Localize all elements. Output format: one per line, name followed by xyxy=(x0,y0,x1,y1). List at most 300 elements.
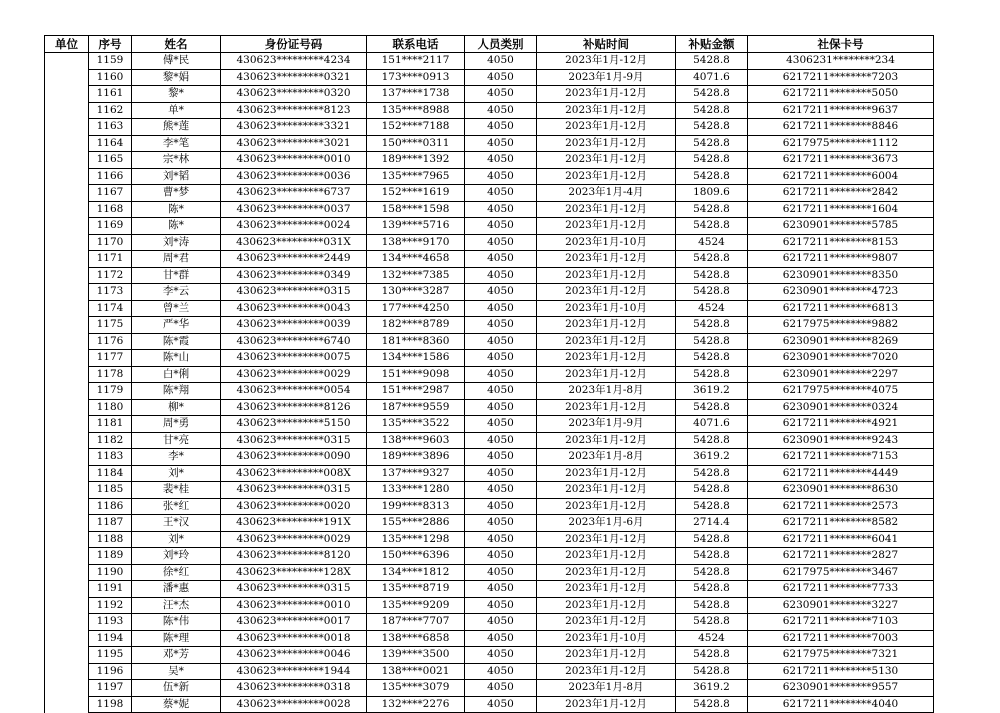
table-row xyxy=(45,102,934,119)
phone-cell: 189****1392 xyxy=(367,152,465,169)
amount-cell: 5428.8 xyxy=(676,647,748,664)
table-body xyxy=(45,53,934,713)
table-row xyxy=(45,317,934,334)
period-cell: 2023年1月-12月 xyxy=(537,696,676,713)
seq-cell: 1187 xyxy=(89,515,132,532)
amount-cell: 5428.8 xyxy=(676,366,748,383)
id-number-cell: 430623*********0315 xyxy=(221,432,367,449)
phone-cell: 138****9170 xyxy=(367,234,465,251)
name-cell: 刘*玲 xyxy=(132,548,221,565)
table-row xyxy=(45,680,934,697)
card-number-cell: 6217975********9882 xyxy=(748,317,934,334)
table-row xyxy=(45,482,934,499)
name-cell: 甘*群 xyxy=(132,267,221,284)
id-number-cell: 430623*********1944 xyxy=(221,663,367,680)
col-header-amount: 补贴金额 xyxy=(676,36,748,53)
id-number-cell: 430623*********0090 xyxy=(221,449,367,466)
period-cell: 2023年1月-12月 xyxy=(537,119,676,136)
id-number-cell: 430623*********128X xyxy=(221,564,367,581)
amount-cell: 5428.8 xyxy=(676,498,748,515)
phone-cell: 130****3287 xyxy=(367,284,465,301)
id-number-cell: 430623*********0320 xyxy=(221,86,367,103)
phone-cell: 135****8719 xyxy=(367,581,465,598)
category-cell: 4050 xyxy=(465,86,537,103)
table-row xyxy=(45,168,934,185)
seq-cell: 1171 xyxy=(89,251,132,268)
id-number-cell: 430623*********0036 xyxy=(221,168,367,185)
table-row xyxy=(45,53,934,70)
card-number-cell: 6230901********9243 xyxy=(748,432,934,449)
id-number-cell: 430623*********3321 xyxy=(221,119,367,136)
phone-cell: 135****8988 xyxy=(367,102,465,119)
table-row xyxy=(45,201,934,218)
category-cell: 4050 xyxy=(465,185,537,202)
card-number-cell: 6217211********4449 xyxy=(748,465,934,482)
id-number-cell: 430623*********8120 xyxy=(221,548,367,565)
card-number-cell: 6230901********9557 xyxy=(748,680,934,697)
phone-cell: 138****6858 xyxy=(367,630,465,647)
name-cell: 陈* xyxy=(132,218,221,235)
period-cell: 2023年1月-12月 xyxy=(537,201,676,218)
name-cell: 白*俐 xyxy=(132,366,221,383)
table-row xyxy=(45,432,934,449)
card-number-cell: 6217211********7153 xyxy=(748,449,934,466)
period-cell: 2023年1月-12月 xyxy=(537,350,676,367)
name-cell: 王*汉 xyxy=(132,515,221,532)
seq-cell: 1175 xyxy=(89,317,132,334)
seq-cell: 1181 xyxy=(89,416,132,433)
col-header-unit: 单位 xyxy=(45,36,89,53)
id-number-cell: 430623*********0075 xyxy=(221,350,367,367)
seq-cell: 1174 xyxy=(89,300,132,317)
card-number-cell: 6217211********3673 xyxy=(748,152,934,169)
seq-cell: 1182 xyxy=(89,432,132,449)
card-number-cell: 6217211********1604 xyxy=(748,201,934,218)
name-cell: 甘*亮 xyxy=(132,432,221,449)
id-number-cell: 430623*********0010 xyxy=(221,152,367,169)
card-number-cell: 6217975********3467 xyxy=(748,564,934,581)
seq-cell: 1186 xyxy=(89,498,132,515)
amount-cell: 4071.6 xyxy=(676,416,748,433)
table-row xyxy=(45,350,934,367)
card-number-cell: 6230901********3227 xyxy=(748,597,934,614)
name-cell: 傅*民 xyxy=(132,53,221,70)
table-row xyxy=(45,548,934,565)
category-cell: 4050 xyxy=(465,680,537,697)
phone-cell: 134****4658 xyxy=(367,251,465,268)
seq-cell: 1180 xyxy=(89,399,132,416)
name-cell: 李*笔 xyxy=(132,135,221,152)
card-number-cell: 6217211********7103 xyxy=(748,614,934,631)
period-cell: 2023年1月-12月 xyxy=(537,366,676,383)
table-row xyxy=(45,251,934,268)
category-cell: 4050 xyxy=(465,350,537,367)
seq-cell: 1167 xyxy=(89,185,132,202)
name-cell: 潘*惠 xyxy=(132,581,221,598)
amount-cell: 5428.8 xyxy=(676,696,748,713)
category-cell: 4050 xyxy=(465,515,537,532)
phone-cell: 135****7965 xyxy=(367,168,465,185)
period-cell: 2023年1月-12月 xyxy=(537,581,676,598)
seq-cell: 1198 xyxy=(89,696,132,713)
category-cell: 4050 xyxy=(465,201,537,218)
phone-cell: 135****3522 xyxy=(367,416,465,433)
card-number-cell: 6217975********7321 xyxy=(748,647,934,664)
category-cell: 4050 xyxy=(465,267,537,284)
name-cell: 严*华 xyxy=(132,317,221,334)
card-number-cell: 6217211********9637 xyxy=(748,102,934,119)
id-number-cell: 430623*********0315 xyxy=(221,581,367,598)
category-cell: 4050 xyxy=(465,69,537,86)
amount-cell: 5428.8 xyxy=(676,251,748,268)
period-cell: 2023年1月-12月 xyxy=(537,482,676,499)
seq-cell: 1172 xyxy=(89,267,132,284)
amount-cell: 5428.8 xyxy=(676,284,748,301)
phone-cell: 199****8313 xyxy=(367,498,465,515)
category-cell: 4050 xyxy=(465,581,537,598)
category-cell: 4050 xyxy=(465,218,537,235)
id-number-cell: 430623*********191X xyxy=(221,515,367,532)
phone-cell: 132****2276 xyxy=(367,696,465,713)
id-number-cell: 430623*********0039 xyxy=(221,317,367,334)
seq-cell: 1179 xyxy=(89,383,132,400)
category-cell: 4050 xyxy=(465,482,537,499)
phone-cell: 138****9603 xyxy=(367,432,465,449)
amount-cell: 5428.8 xyxy=(676,152,748,169)
table-row xyxy=(45,564,934,581)
table-row xyxy=(45,284,934,301)
id-number-cell: 430623*********2449 xyxy=(221,251,367,268)
phone-cell: 189****3896 xyxy=(367,449,465,466)
period-cell: 2023年1月-8月 xyxy=(537,383,676,400)
amount-cell: 5428.8 xyxy=(676,531,748,548)
card-number-cell: 6217211********5050 xyxy=(748,86,934,103)
amount-cell: 1809.6 xyxy=(676,185,748,202)
unit-cell xyxy=(45,53,89,713)
col-header-period: 补贴时间 xyxy=(537,36,676,53)
amount-cell: 3619.2 xyxy=(676,680,748,697)
id-number-cell: 430623*********0315 xyxy=(221,284,367,301)
phone-cell: 133****1280 xyxy=(367,482,465,499)
table-row xyxy=(45,185,934,202)
card-number-cell: 6230901********8630 xyxy=(748,482,934,499)
amount-cell: 5428.8 xyxy=(676,663,748,680)
id-number-cell: 430623*********0037 xyxy=(221,201,367,218)
card-number-cell: 6217211********6813 xyxy=(748,300,934,317)
table-row xyxy=(45,614,934,631)
amount-cell: 4524 xyxy=(676,300,748,317)
name-cell: 蔡*妮 xyxy=(132,696,221,713)
amount-cell: 5428.8 xyxy=(676,564,748,581)
seq-cell: 1177 xyxy=(89,350,132,367)
amount-cell: 5428.8 xyxy=(676,119,748,136)
table-row xyxy=(45,465,934,482)
table-row xyxy=(45,663,934,680)
seq-cell: 1191 xyxy=(89,581,132,598)
category-cell: 4050 xyxy=(465,152,537,169)
card-number-cell: 6217211********8582 xyxy=(748,515,934,532)
seq-cell: 1160 xyxy=(89,69,132,86)
phone-cell: 187****7707 xyxy=(367,614,465,631)
id-number-cell: 430623*********4234 xyxy=(221,53,367,70)
name-cell: 黎* xyxy=(132,86,221,103)
id-number-cell: 430623*********0046 xyxy=(221,647,367,664)
category-cell: 4050 xyxy=(465,317,537,334)
id-number-cell: 430623*********0321 xyxy=(221,69,367,86)
card-number-cell: 6230901********0324 xyxy=(748,399,934,416)
card-number-cell: 6230901********8269 xyxy=(748,333,934,350)
name-cell: 曹*梦 xyxy=(132,185,221,202)
card-number-cell: 6217211********2827 xyxy=(748,548,934,565)
phone-cell: 138****0021 xyxy=(367,663,465,680)
period-cell: 2023年1月-8月 xyxy=(537,449,676,466)
period-cell: 2023年1月-10月 xyxy=(537,630,676,647)
id-number-cell: 430623*********6737 xyxy=(221,185,367,202)
seq-cell: 1168 xyxy=(89,201,132,218)
card-number-cell: 6230901********5785 xyxy=(748,218,934,235)
name-cell: 陈*伟 xyxy=(132,614,221,631)
id-number-cell: 430623*********0054 xyxy=(221,383,367,400)
seq-cell: 1159 xyxy=(89,53,132,70)
phone-cell: 177****4250 xyxy=(367,300,465,317)
phone-cell: 152****1619 xyxy=(367,185,465,202)
phone-cell: 137****9327 xyxy=(367,465,465,482)
col-header-phone: 联系电话 xyxy=(367,36,465,53)
table-row xyxy=(45,647,934,664)
id-number-cell: 430623*********0017 xyxy=(221,614,367,631)
category-cell: 4050 xyxy=(465,399,537,416)
card-number-cell: 6217211********6041 xyxy=(748,531,934,548)
seq-cell: 1192 xyxy=(89,597,132,614)
period-cell: 2023年1月-12月 xyxy=(537,251,676,268)
card-number-cell: 6217211********9807 xyxy=(748,251,934,268)
phone-cell: 155****2886 xyxy=(367,515,465,532)
col-header-category: 人员类别 xyxy=(465,36,537,53)
phone-cell: 181****8360 xyxy=(367,333,465,350)
id-number-cell: 430623*********031X xyxy=(221,234,367,251)
category-cell: 4050 xyxy=(465,416,537,433)
phone-cell: 151****9098 xyxy=(367,366,465,383)
table-row xyxy=(45,86,934,103)
category-cell: 4050 xyxy=(465,432,537,449)
name-cell: 周*君 xyxy=(132,251,221,268)
seq-cell: 1183 xyxy=(89,449,132,466)
category-cell: 4050 xyxy=(465,234,537,251)
table-row xyxy=(45,630,934,647)
table-row xyxy=(45,218,934,235)
table-row xyxy=(45,135,934,152)
id-number-cell: 430623*********0349 xyxy=(221,267,367,284)
table-row xyxy=(45,515,934,532)
period-cell: 2023年1月-9月 xyxy=(537,416,676,433)
name-cell: 刘*涛 xyxy=(132,234,221,251)
amount-cell: 5428.8 xyxy=(676,432,748,449)
phone-cell: 135****1298 xyxy=(367,531,465,548)
period-cell: 2023年1月-12月 xyxy=(537,564,676,581)
seq-cell: 1173 xyxy=(89,284,132,301)
seq-cell: 1164 xyxy=(89,135,132,152)
id-number-cell: 430623*********0018 xyxy=(221,630,367,647)
table-row xyxy=(45,498,934,515)
seq-cell: 1163 xyxy=(89,119,132,136)
period-cell: 2023年1月-8月 xyxy=(537,680,676,697)
category-cell: 4050 xyxy=(465,383,537,400)
name-cell: 单* xyxy=(132,102,221,119)
phone-cell: 139****5716 xyxy=(367,218,465,235)
period-cell: 2023年1月-12月 xyxy=(537,432,676,449)
card-number-cell: 6217211********8846 xyxy=(748,119,934,136)
id-number-cell: 430623*********0024 xyxy=(221,218,367,235)
id-number-cell: 430623*********0020 xyxy=(221,498,367,515)
category-cell: 4050 xyxy=(465,498,537,515)
id-number-cell: 430623*********0029 xyxy=(221,531,367,548)
name-cell: 陈*霞 xyxy=(132,333,221,350)
amount-cell: 5428.8 xyxy=(676,399,748,416)
name-cell: 吴* xyxy=(132,663,221,680)
period-cell: 2023年1月-12月 xyxy=(537,548,676,565)
phone-cell: 135****9209 xyxy=(367,597,465,614)
table-row xyxy=(45,597,934,614)
category-cell: 4050 xyxy=(465,630,537,647)
period-cell: 2023年1月-6月 xyxy=(537,515,676,532)
phone-cell: 152****7188 xyxy=(367,119,465,136)
category-cell: 4050 xyxy=(465,53,537,70)
table-row xyxy=(45,152,934,169)
name-cell: 刘* xyxy=(132,465,221,482)
phone-cell: 134****1812 xyxy=(367,564,465,581)
name-cell: 熊*莲 xyxy=(132,119,221,136)
card-number-cell: 6230901********2297 xyxy=(748,366,934,383)
col-header-seq: 序号 xyxy=(89,36,132,53)
table-row xyxy=(45,267,934,284)
period-cell: 2023年1月-12月 xyxy=(537,399,676,416)
period-cell: 2023年1月-10月 xyxy=(537,234,676,251)
period-cell: 2023年1月-4月 xyxy=(537,185,676,202)
amount-cell: 5428.8 xyxy=(676,168,748,185)
id-number-cell: 430623*********8123 xyxy=(221,102,367,119)
table-row xyxy=(45,119,934,136)
period-cell: 2023年1月-12月 xyxy=(537,267,676,284)
seq-cell: 1178 xyxy=(89,366,132,383)
card-number-cell: 6217211********2842 xyxy=(748,185,934,202)
id-number-cell: 430623*********008X xyxy=(221,465,367,482)
period-cell: 2023年1月-12月 xyxy=(537,317,676,334)
phone-cell: 182****8789 xyxy=(367,317,465,334)
card-number-cell: 6217211********7203 xyxy=(748,69,934,86)
amount-cell: 5428.8 xyxy=(676,465,748,482)
name-cell: 邓*芳 xyxy=(132,647,221,664)
period-cell: 2023年1月-12月 xyxy=(537,168,676,185)
table-row xyxy=(45,399,934,416)
seq-cell: 1184 xyxy=(89,465,132,482)
period-cell: 2023年1月-12月 xyxy=(537,647,676,664)
period-cell: 2023年1月-12月 xyxy=(537,498,676,515)
seq-cell: 1170 xyxy=(89,234,132,251)
card-number-cell: 4306231********234 xyxy=(748,53,934,70)
amount-cell: 5428.8 xyxy=(676,135,748,152)
amount-cell: 4524 xyxy=(676,234,748,251)
card-number-cell: 6230901********7020 xyxy=(748,350,934,367)
name-cell: 黎*娟 xyxy=(132,69,221,86)
amount-cell: 5428.8 xyxy=(676,482,748,499)
period-cell: 2023年1月-12月 xyxy=(537,152,676,169)
category-cell: 4050 xyxy=(465,597,537,614)
card-number-cell: 6217211********5130 xyxy=(748,663,934,680)
id-number-cell: 430623*********0029 xyxy=(221,366,367,383)
table-row xyxy=(45,234,934,251)
amount-cell: 5428.8 xyxy=(676,581,748,598)
category-cell: 4050 xyxy=(465,564,537,581)
name-cell: 张*红 xyxy=(132,498,221,515)
amount-cell: 3619.2 xyxy=(676,383,748,400)
amount-cell: 5428.8 xyxy=(676,86,748,103)
name-cell: 李*云 xyxy=(132,284,221,301)
category-cell: 4050 xyxy=(465,647,537,664)
col-header-name: 姓名 xyxy=(132,36,221,53)
period-cell: 2023年1月-9月 xyxy=(537,69,676,86)
category-cell: 4050 xyxy=(465,696,537,713)
id-number-cell: 430623*********0028 xyxy=(221,696,367,713)
id-number-cell: 430623*********3021 xyxy=(221,135,367,152)
seq-cell: 1166 xyxy=(89,168,132,185)
id-number-cell: 430623*********0043 xyxy=(221,300,367,317)
category-cell: 4050 xyxy=(465,284,537,301)
phone-cell: 151****2987 xyxy=(367,383,465,400)
seq-cell: 1188 xyxy=(89,531,132,548)
amount-cell: 5428.8 xyxy=(676,102,748,119)
phone-cell: 151****2117 xyxy=(367,53,465,70)
card-number-cell: 6217975********4075 xyxy=(748,383,934,400)
seq-cell: 1185 xyxy=(89,482,132,499)
table-row xyxy=(45,383,934,400)
table-row xyxy=(45,333,934,350)
card-number-cell: 6217211********6004 xyxy=(748,168,934,185)
category-cell: 4050 xyxy=(465,135,537,152)
period-cell: 2023年1月-10月 xyxy=(537,300,676,317)
unit-column-edge xyxy=(44,672,45,678)
card-number-cell: 6217975********1112 xyxy=(748,135,934,152)
name-cell: 伍*新 xyxy=(132,680,221,697)
name-cell: 李* xyxy=(132,449,221,466)
category-cell: 4050 xyxy=(465,251,537,268)
header-row xyxy=(45,36,934,53)
name-cell: 裴*桂 xyxy=(132,482,221,499)
period-cell: 2023年1月-12月 xyxy=(537,218,676,235)
seq-cell: 1161 xyxy=(89,86,132,103)
phone-cell: 132****7385 xyxy=(367,267,465,284)
period-cell: 2023年1月-12月 xyxy=(537,102,676,119)
seq-cell: 1195 xyxy=(89,647,132,664)
seq-cell: 1189 xyxy=(89,548,132,565)
table-row xyxy=(45,696,934,713)
category-cell: 4050 xyxy=(465,333,537,350)
name-cell: 周*勇 xyxy=(132,416,221,433)
name-cell: 柳* xyxy=(132,399,221,416)
amount-cell: 5428.8 xyxy=(676,350,748,367)
amount-cell: 5428.8 xyxy=(676,267,748,284)
amount-cell: 5428.8 xyxy=(676,333,748,350)
card-number-cell: 6217211********7003 xyxy=(748,630,934,647)
card-number-cell: 6217211********2573 xyxy=(748,498,934,515)
seq-cell: 1169 xyxy=(89,218,132,235)
phone-cell: 134****1586 xyxy=(367,350,465,367)
name-cell: 汪*杰 xyxy=(132,597,221,614)
id-number-cell: 430623*********6740 xyxy=(221,333,367,350)
period-cell: 2023年1月-12月 xyxy=(537,663,676,680)
subsidy-table xyxy=(44,35,934,713)
phone-cell: 187****9559 xyxy=(367,399,465,416)
category-cell: 4050 xyxy=(465,663,537,680)
